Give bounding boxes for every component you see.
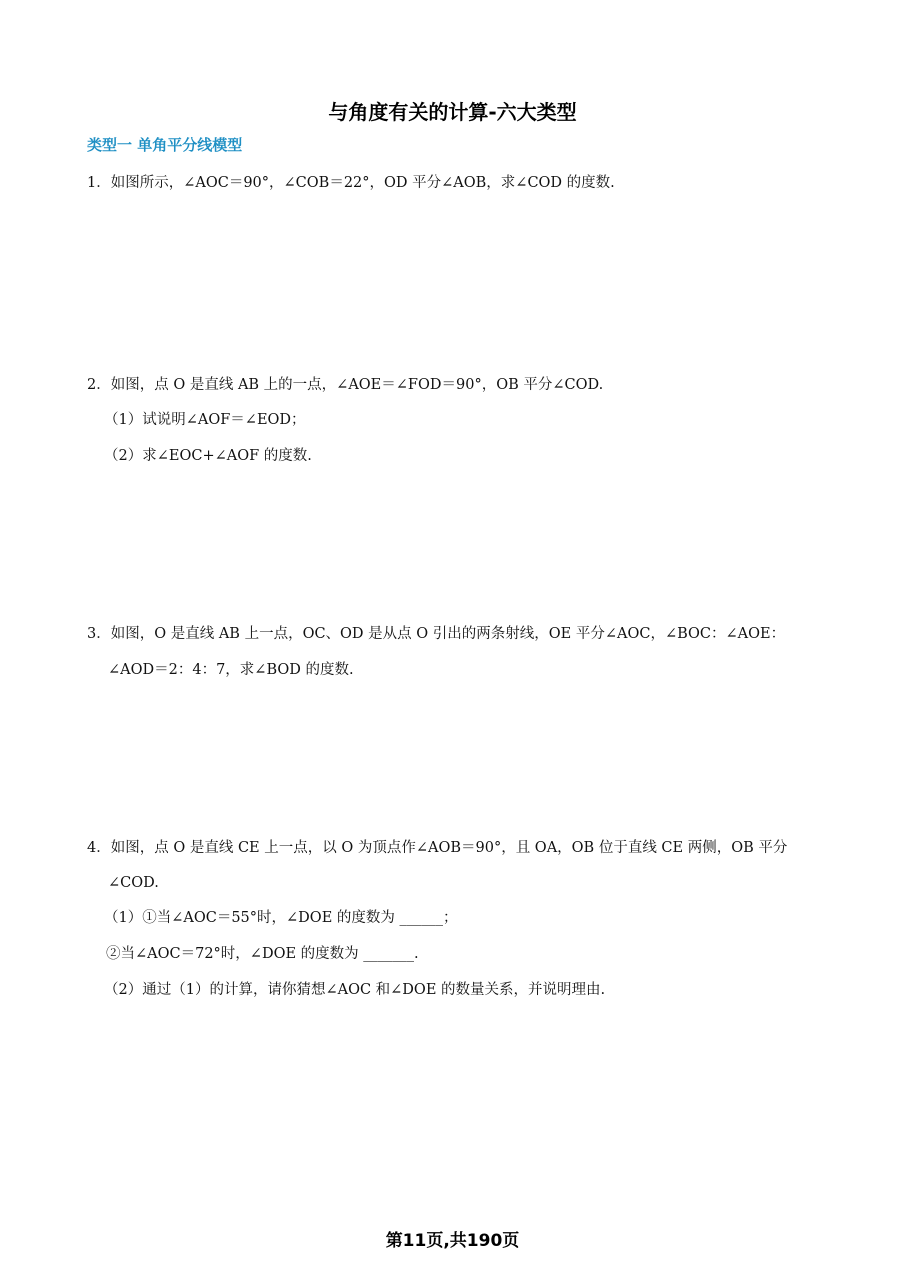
problem-4-statement: 4．如图，点 O 是直线 CE 上一点，以 O 为顶点作∠AOB＝90°，且 OA，OB 位于直线 CE 两侧，OB 平分	[87, 840, 788, 856]
page-title: 与角度有关的计算-六大类型	[328, 100, 577, 124]
problem-4-part-1b: ②当∠AOC＝72°时，∠DOE 的度数为 _______.	[106, 946, 419, 962]
problem-2-part-1: （1）试说明∠AOF＝∠EOD；	[104, 412, 306, 428]
problem-4-part-1a: （1）①当∠AOC＝55°时，∠DOE 的度数为 ______；	[104, 910, 458, 926]
problem-2-part-2: （2）求∠EOC+∠AOF 的度数.	[104, 448, 312, 464]
problem-4-part-2: （2）通过（1）的计算，请你猜想∠AOC 和∠DOE 的数量关系，并说明理由.	[104, 982, 606, 998]
problem-4-statement-cont: ∠COD.	[108, 875, 159, 891]
problem-3-statement-cont: ∠AOD＝2：4：7，求∠BOD 的度数.	[108, 662, 354, 678]
page-number-footer: 第11页,共190页	[385, 1231, 520, 1251]
problem-1-statement: 1．如图所示，∠AOC＝90°，∠COB＝22°，OD 平分∠AOB，求∠COD 的度数.	[87, 175, 615, 191]
problem-3-statement: 3．如图，O 是直线 AB 上一点，OC、OD 是从点 O 引出的两条射线，OE 平分∠AOC，∠BOC：∠AOE：	[87, 626, 786, 642]
section-heading: 类型一 单角平分线模型	[87, 136, 243, 154]
problem-2-statement: 2．如图，点 O 是直线 AB 上的一点，∠AOE＝∠FOD＝90°，OB 平分∠COD.	[87, 377, 604, 393]
